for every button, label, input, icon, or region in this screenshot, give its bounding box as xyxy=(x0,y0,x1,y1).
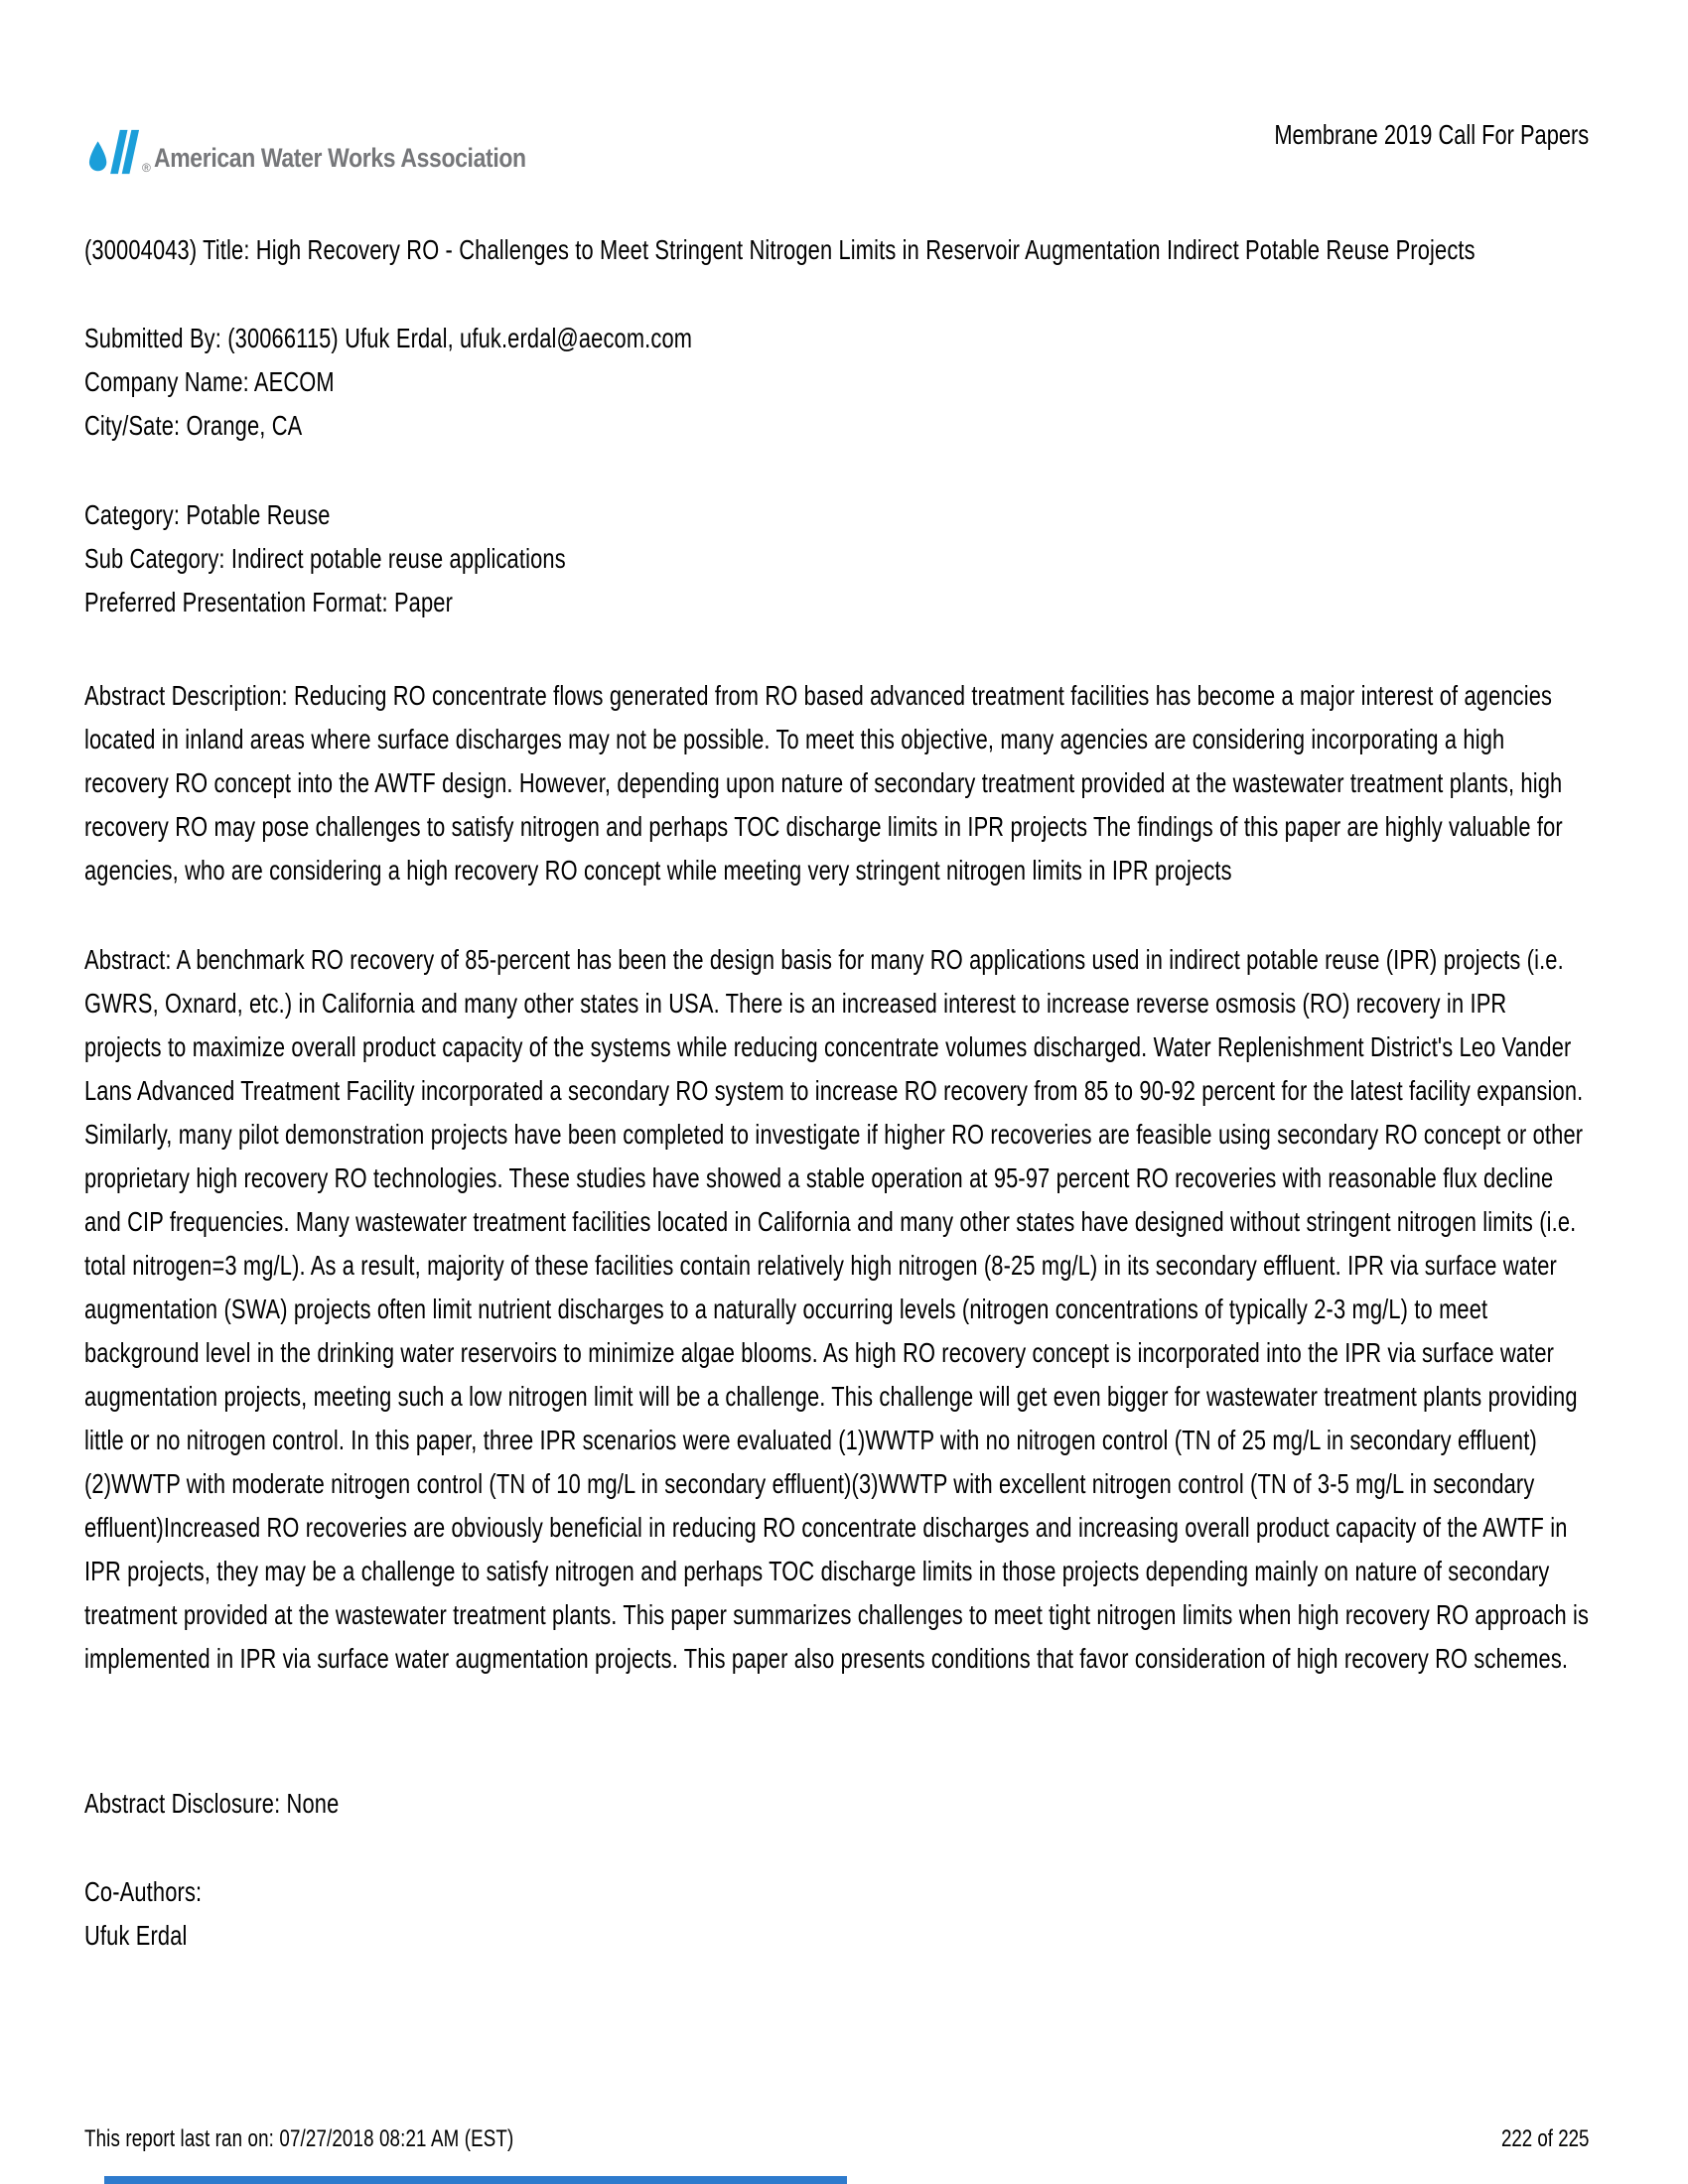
logo-wordmark: American Water Works Association xyxy=(153,143,526,173)
category-line: Category: Potable Reuse xyxy=(84,499,331,530)
submitter-block xyxy=(84,317,1590,448)
footer-last-ran: This report last ran on: 07/27/2018 08:21 AM (EST) xyxy=(84,2125,514,2152)
submission-title: (30004043) Title: High Recovery RO - Challenges to Meet Stringent Nitrogen Limits in Reservoir Augmentation Indirect Potable Reuse Projects xyxy=(84,234,1476,265)
city-state-line: City/Sate: Orange, CA xyxy=(84,410,303,441)
abstract-disclosure: Abstract Disclosure: None xyxy=(84,1788,340,1819)
abstract-body: Abstract: A benchmark RO recovery of 85-percent has been the design basis for many RO applications used in indirect potable reuse (IPR) projects (i.e. GWRS, Oxnard, etc.) in California and many other states in USA. There is an increased interest to increase reverse osmosis (RO) recovery in IPR projects to maximize overall product capacity of the systems while reducing concentrate volumes discharged. Water Replenishment District's Leo Vander Lans Advanced Treatment Facility incorporated a secondary RO system to increase RO recovery from 85 to 90-92 percent for the latest facility expansion. Similarly, many pilot demonstration projects have been completed to investigate if higher RO recoveries are feasible using secondary RO concept or other proprietary high recovery RO technologies. These studies have showed a stable operation at 95-97 percent RO recoveries with reasonable flux decline and CIP frequencies. Many wastewater treatment facilities located in California and many other states have designed without stringent nitrogen limits (i.e. total nitrogen=3 mg/L). As a result, majority of these facilities contain relatively high nitrogen (8-25 mg/L) in its secondary effluent. IPR via surface water augmentation (SWA) projects often limit nutrient discharges to a naturally occurring levels (nitrogen concentrations of typically 2-3 mg/L) to meet background level in the drinking water reservoirs to minimize algae blooms. As high RO recovery concept is incorporated into the IPR via surface water augmentation projects, meeting such a low nitrogen limit will be a challenge. This challenge will get even bigger for wastewater treatment plants providing little or no nitrogen control. In this paper, three IPR scenarios were evaluated (1)WWTP with no nitrogen control (TN of 25 mg/L in secondary effluent)(2)WWTP with moderate nitrogen control (TN of 10 mg/L in secondary effluent)(3)WWTP with excellent nitrogen control (TN of 3-5 mg/L in secondary effluent)Increased RO recoveries are obviously beneficial in reducing RO concentrate discharges and increasing overall product capacity of the AWTF in IPR projects, they may be a challenge to satisfy nitrogen and perhaps TOC discharge limits in those projects depending mainly on nature of secondary treatment provided at the wastewater treatment plants. This paper summarizes challenges to meet tight nitrogen limits when high recovery RO approach is implemented in IPR via surface water augmentation projects. This paper also presents conditions that favor consideration of high recovery RO schemes. xyxy=(84,944,1590,1674)
co-authors-block xyxy=(84,1870,1590,1958)
submitted-by-line: Submitted By: (30066115) Ufuk Erdal, ufuk.erdal@aecom.com xyxy=(84,323,693,353)
abstract-description: Abstract Description: Reducing RO concentrate flows generated from RO based advanced treatment facilities has become a major interest of agencies located in inland areas where surface discharges may not be possible. To meet this objective, many agencies are considering incorporating a high recovery RO concept into the AWTF design. However, depending upon nature of secondary treatment provided at the wastewater treatment plants, high recovery RO may pose challenges to satisfy nitrogen and perhaps TOC discharge limits in IPR projects The findings of this paper are highly valuable for agencies, who are considering a high recovery RO concept while meeting very stringent nitrogen limits in IPR projects xyxy=(84,680,1563,886)
water-drop-icon xyxy=(87,129,141,175)
registered-trademark: ® xyxy=(142,161,151,175)
report-header-title: Membrane 2019 Call For Papers xyxy=(1274,119,1589,150)
next-page-header-bar xyxy=(104,2176,847,2184)
awwa-logo xyxy=(87,127,592,175)
footer-page-indicator: 222 of 225 xyxy=(1500,2125,1589,2152)
company-name-line: Company Name: AECOM xyxy=(84,366,335,397)
category-block xyxy=(84,493,1590,624)
co-author-name: Ufuk Erdal xyxy=(84,1920,188,1951)
preferred-format-line: Preferred Presentation Format: Paper xyxy=(84,587,453,617)
sub-category-line: Sub Category: Indirect potable reuse applications xyxy=(84,543,566,574)
co-authors-label: Co-Authors: xyxy=(84,1876,203,1907)
